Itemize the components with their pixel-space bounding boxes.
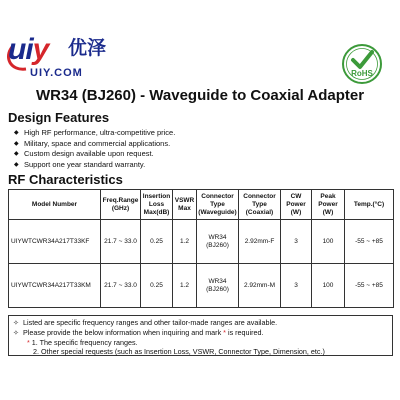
cell-cw-power: 3 (281, 264, 312, 308)
cell-insertion-loss: 0.25 (141, 264, 173, 308)
rohs-label: RoHS (351, 69, 373, 78)
cell-insertion-loss: 0.25 (141, 220, 173, 264)
rohs-check-icon (341, 43, 383, 85)
design-features-list (14, 128, 175, 170)
hollow-diamond-icon: ✧ (13, 320, 19, 327)
cell-freq: 21.7 ~ 33.0 (101, 220, 141, 264)
diamond-bullet-icon: ◆ (14, 151, 19, 157)
list-item: ◆ Custom design available upon request. (14, 149, 154, 158)
company-logo (8, 33, 120, 85)
cell-freq: 21.7 ~ 33.0 (101, 264, 141, 308)
cell-cw-power: 3 (281, 220, 312, 264)
cell-waveguide: WR34 (BJ260) (197, 220, 239, 264)
col-header-temp: Temp.(°C) (345, 190, 394, 220)
cell-model: UIYWTCWR34A217T33KF (9, 220, 101, 264)
cell-coaxial: 2.92mm-M (239, 264, 281, 308)
table-row (9, 220, 394, 264)
cell-model: UIYWTCWR34A217T33KM (9, 264, 101, 308)
design-features-heading: Design Features (8, 110, 110, 125)
col-header-peak-power: Peak Power (W) (312, 190, 345, 220)
diamond-bullet-icon: ◆ (14, 140, 19, 147)
cell-peak-power: 100 (312, 264, 345, 308)
diamond-bullet-icon: ◆ (14, 130, 19, 136)
col-header-waveguide: Connector Type (Waveguide) (197, 190, 239, 220)
note-sub-1: * 1. The specific frequency ranges. (27, 338, 138, 347)
cell-waveguide: WR34 (BJ260) (197, 264, 239, 308)
cell-temp: -55 ~ +85 (345, 264, 394, 308)
logo-chinese-text: 优泽 (68, 37, 107, 59)
list-item: ◆ Military, space and commercial applications. (14, 138, 171, 148)
rohs-badge (341, 43, 383, 85)
page-title: WR34 (BJ260) - Waveguide to Coaxial Adapter (35, 87, 365, 104)
col-header-insertion-loss: Insertion Loss Max(dB) (141, 190, 173, 220)
logo-wordmark: uiy (8, 33, 49, 66)
list-item: ◆ High RF performance, ultra-competitive price. (14, 128, 176, 137)
note-line-2: ✧ Please provide the below information when inquiring and mark * is required. (13, 328, 264, 337)
col-header-freq: Freq.Range (GHz) (101, 190, 141, 220)
cell-vswr: 1.2 (173, 220, 197, 264)
col-header-cw-power: CW Power (W) (281, 190, 312, 220)
diamond-bullet-icon: ◆ (14, 161, 19, 168)
rf-characteristics-heading: RF Characteristics (8, 172, 123, 187)
note-sub-2: 2. Other special requests (such as Insertion Loss, VSWR, Connector Type, Dimension, etc.) (33, 347, 325, 356)
cell-vswr: 1.2 (173, 264, 197, 308)
hollow-diamond-icon: ✧ (13, 330, 19, 337)
list-item: ◆ Support one year standard warranty. (14, 159, 146, 169)
header (0, 0, 400, 86)
rf-characteristics-table (8, 189, 394, 308)
cell-coaxial: 2.92mm-F (239, 220, 281, 264)
notes-box (8, 315, 393, 356)
col-header-coaxial: Connector Type (Coaxial) (239, 190, 281, 220)
table-row (9, 264, 394, 308)
table-header-row (9, 190, 394, 220)
cell-temp: -55 ~ +85 (345, 220, 394, 264)
note-line-1: ✧ Listed are specific frequency ranges and other tailor-made ranges are available. (13, 318, 278, 327)
logo-domain-text: UIY.COM (30, 67, 83, 79)
col-header-model: Model Number (9, 190, 101, 220)
col-header-vswr: VSWR Max (173, 190, 197, 220)
cell-peak-power: 100 (312, 220, 345, 264)
